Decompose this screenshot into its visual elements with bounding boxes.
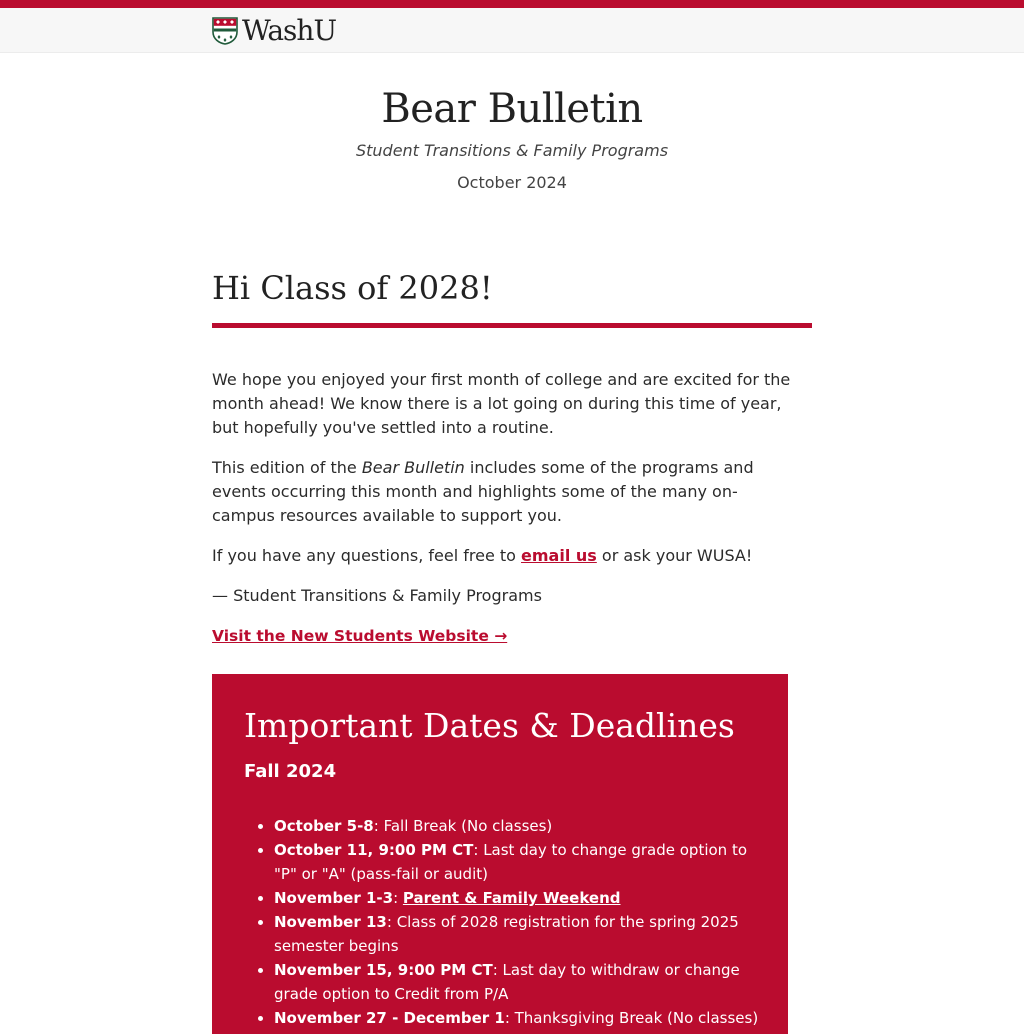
intro-paragraph-1: We hope you enjoyed your first month of college and are excited for the month ahead! We know there is a lot going on during this time of year, but hopefully you've settled into a routine. <box>212 370 791 437</box>
newsletter-masthead <box>0 84 1024 195</box>
top-accent-bar <box>0 0 1024 8</box>
date-label: October 11, 9:00 PM CT <box>274 841 474 859</box>
date-separator: : <box>373 817 384 835</box>
date-description: Class of 2028 registration for the spring 2025 semester begins <box>274 913 739 955</box>
dates-list <box>244 814 764 1030</box>
date-label: November 27 - December 1 <box>274 1009 505 1027</box>
intro-paragraph-2 <box>212 456 797 528</box>
newsletter-date: October 2024 <box>457 173 567 192</box>
washu-shield-icon <box>212 17 238 45</box>
date-separator: : <box>386 913 397 931</box>
p2-text-after: includes some of the programs and events occurring this month and highlights some of the many on-campus resources available to support you. <box>212 458 754 525</box>
date-item <box>274 814 764 838</box>
date-separator: : <box>492 961 503 979</box>
date-description: Last day to withdraw or change grade option to Credit from P/A <box>274 961 740 1003</box>
date-description: Last day to change grade option to "P" or "A" (pass-fail or audit) <box>274 841 748 883</box>
dates-subtitle: Fall 2024 <box>244 761 337 782</box>
dates-title: Important Dates & Deadlines <box>244 706 735 745</box>
important-dates-panel <box>212 674 788 1034</box>
signoff: — Student Transitions & Family Programs <box>212 586 542 605</box>
email-us-link[interactable]: email us <box>521 546 597 565</box>
new-students-website-link[interactable]: Visit the New Students Website → <box>212 627 508 645</box>
date-label: November 15, 9:00 PM CT <box>274 961 493 979</box>
newsletter-title: Bear Bulletin <box>381 86 643 132</box>
brand-bar <box>0 8 1024 53</box>
date-description: Fall Break (No classes) <box>383 817 553 835</box>
washu-logo[interactable] <box>212 16 336 46</box>
date-item <box>274 958 764 1006</box>
greeting-heading: Hi Class of 2028! <box>212 269 493 307</box>
parent-family-weekend-link[interactable]: Parent & Family Weekend <box>402 889 621 907</box>
date-item <box>274 910 764 958</box>
date-item <box>274 1006 764 1030</box>
date-description: Thanksgiving Break (No classes) <box>514 1009 759 1027</box>
p3-text-after: or ask your WUSA! <box>596 546 753 565</box>
intro-paragraph-3 <box>212 544 797 568</box>
intro-body <box>212 368 797 664</box>
p2-italic-title: Bear Bulletin <box>361 458 465 477</box>
date-label: November 13 <box>274 913 387 931</box>
date-separator: : <box>473 841 484 859</box>
date-label: October 5-8 <box>274 817 374 835</box>
date-item <box>274 886 764 910</box>
heading-divider <box>212 323 812 328</box>
date-item <box>274 838 764 886</box>
date-separator: : <box>504 1009 515 1027</box>
p2-text-before: This edition of the <box>212 458 362 477</box>
date-label: November 1-3 <box>274 889 394 907</box>
logo-wordmark: WashU <box>242 14 337 47</box>
newsletter-subtitle: Student Transitions & Family Programs <box>355 141 669 160</box>
p3-text-before: If you have any questions, feel free to <box>212 546 522 565</box>
cta-paragraph <box>212 624 797 648</box>
date-separator: : <box>393 889 403 907</box>
